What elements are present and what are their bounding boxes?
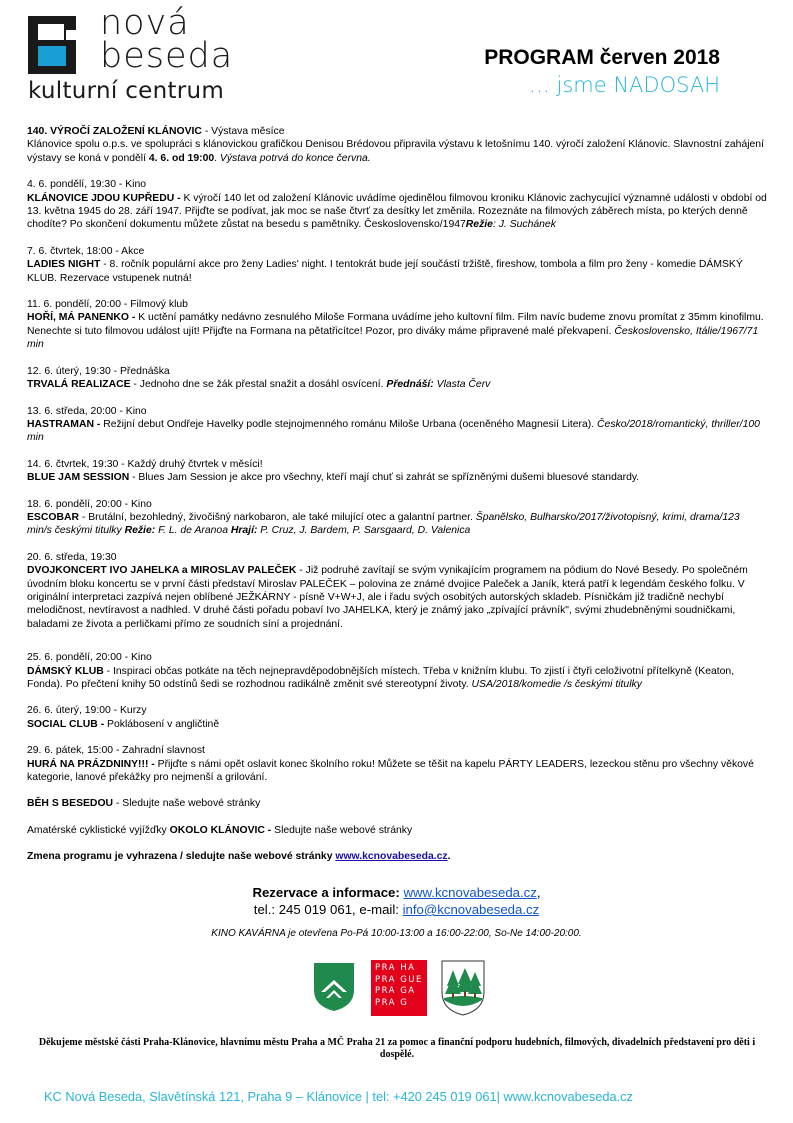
event-description — [27, 471, 767, 484]
event-text: Španělsko, Bulharsko/2017/životopisný, krimi, drama/123 min/s českými titulky — [27, 511, 740, 537]
program-event — [27, 824, 767, 837]
nova-beseda-logo-icon — [28, 16, 76, 74]
event-text: Přednáší: — [386, 379, 434, 391]
reservation-web-link[interactable]: www.kcnovabeseda.cz — [403, 885, 537, 900]
event-title: HURÁ NA PRÁZDNINY!!! - — [27, 758, 155, 770]
program-event — [27, 178, 767, 232]
event-text: F. L. de Aranoa — [155, 525, 231, 537]
program-list — [27, 125, 767, 864]
event-description — [27, 758, 767, 785]
event-text: - Blues Jam Session je akce pro všechny, kteří mají chuť si zahrát se spřízněnými dušemi bluesové standardy. — [129, 472, 640, 484]
event-text: K výročí 140 let od založení Klánovic uvádíme ojedinělou filmovou kroniku Klánovic zachycující významné události v období od 13. května 1945 do 28. září 1947. Přijďte se podívat, jak moc se naše čtvrť za desítky let změnila. Rozeznáte na filmových záběrech místa, po kterých denně chodíte? Po skončení dokumentu můžete zůstat na besedu s pamětníky. Československo/1947 — [27, 192, 767, 231]
praha-logo-text: HA — [400, 963, 416, 973]
logo-line1: nová — [100, 3, 190, 43]
event-title: HOŘÍ, MÁ PANENKO - — [27, 312, 136, 324]
event-title: HASTRAMAN - — [27, 418, 101, 430]
change-note-link[interactable]: www.kcnovabeseda.cz — [335, 851, 448, 863]
event-date-line: 4. 6. pondělí, 19:30 - Kino — [27, 179, 147, 191]
event-description — [27, 824, 767, 837]
event-description — [27, 564, 767, 631]
event-subtitle: - Výstava měsíce — [201, 126, 285, 137]
event-title: DÁMSKÝ KLUB — [27, 665, 104, 677]
program-event — [27, 365, 767, 392]
event-date-line: 20. 6. středa, 19:30 — [27, 551, 117, 563]
event-description — [27, 511, 767, 538]
event-text: P. Cruz, J. Bardem, P. Sarsgaard, D. Valenica — [257, 525, 471, 537]
event-description — [27, 418, 767, 445]
event-text: . — [214, 152, 220, 164]
praha-logo-text: PRA — [375, 986, 397, 996]
event-description — [27, 311, 767, 351]
event-title: KLÁNOVICE JDOU KUPŘEDU - — [27, 192, 181, 204]
event-text: - 8. ročník populární akce pro ženy Ladies' night. I tentokrát bude její součástí tržiště, fireshow, tombola a film pro ženy - komedie DÁMSKÝ KLUB. Rezervace vstupenek nutná! — [27, 259, 743, 284]
event-description — [27, 378, 767, 391]
event-text: - Brutální, bezohledný, živočišný narkobaron, ale také milující otec a galantní partner. — [78, 511, 476, 523]
event-description — [27, 125, 767, 138]
event-description — [27, 138, 767, 165]
event-text: Režijní debut Ondřeje Havelky podle stejnojmenného románu Miloše Urbana (oceněného Magnesií Litera). — [100, 418, 598, 430]
event-text: : J. Suchánek — [492, 219, 556, 231]
event-description — [27, 797, 767, 810]
program-event — [27, 498, 767, 538]
event-date-line: 25. 6. pondělí, 20:00 - Kino — [27, 652, 152, 664]
program-event — [27, 744, 767, 784]
event-title: 140. VÝROČÍ ZALOŽENÍ KLÁNOVIC — [27, 126, 202, 137]
praha-logo-text: PRA — [375, 997, 397, 1008]
event-text: Vlasta Červ — [433, 379, 491, 391]
logo-line2: beseda — [100, 36, 234, 76]
reservation-email-link[interactable]: info@kcnovabeseda.cz — [402, 902, 540, 917]
program-event — [27, 458, 767, 485]
event-text: Režie: — [124, 525, 156, 537]
event-title: BLUE JAM SESSION — [27, 472, 130, 484]
reservation-info — [0, 884, 793, 918]
program-event — [27, 551, 767, 631]
event-text: Československo, Itálie/1967/71 min — [27, 325, 759, 351]
program-event — [27, 298, 767, 352]
program-event — [27, 797, 767, 810]
klanovice-coat-of-arms-icon — [313, 962, 355, 1012]
praha-logo-text: GA — [400, 986, 416, 996]
event-date-line: 11. 6. pondělí, 20:00 - Filmový klub — [27, 299, 188, 311]
program-event — [27, 704, 767, 731]
event-date-line: 7. 6. čtvrtek, 18:00 - Akce — [27, 245, 145, 257]
event-description — [27, 192, 767, 232]
change-note-text: Zmena programu je vyhrazena / sledujte naše webové stránky — [27, 851, 336, 863]
event-prefix: Amatérské cyklistické vyjížďky — [27, 824, 170, 836]
event-date-line: 29. 6. pátek, 15:00 - Zahradní slavnost — [27, 745, 205, 757]
event-text: Sledujte naše webové stránky — [271, 824, 413, 836]
reservation-tel: tel.: 245 019 061, e-mail: — [253, 902, 403, 917]
praha-logo-text: PRA — [375, 963, 397, 973]
event-text: Hrají: — [230, 525, 258, 537]
footer-contact: KC Nová Beseda, Slavětínská 121, Praha 9 – Klánovice | tel: +420 245 019 061| www.kcnovabeseda.cz — [44, 1089, 633, 1104]
event-title: TRVALÁ REALIZACE — [27, 379, 131, 391]
event-text: USA/2018/komedie /s českými titulky — [471, 679, 642, 690]
event-title: LADIES NIGHT — [27, 259, 101, 271]
program-event — [27, 405, 767, 445]
event-date-line: 12. 6. úterý, 19:30 - Přednáška — [27, 365, 170, 377]
event-text: - Jednoho dne se žák přestal snažit a dosáhl osvícení. — [130, 379, 387, 391]
event-text: - Sledujte naše webové stránky — [113, 798, 261, 810]
praha21-trees-emblem-icon — [441, 960, 485, 1016]
tagline: … jsme NADOSAH — [528, 73, 720, 97]
event-description — [27, 718, 767, 731]
event-title: OKOLO KLÁNOVIC - — [169, 824, 272, 836]
event-text: - Inspiraci občas potkáte na těch nejnepravděpodobnějších místech. Třeba v knižním klubu. To zjistí i čtyři celoživotní přítelkyně (Keaton, Fonda). Po přečtení knihy 50 odstínů šedi se rozhodnou radikálně změnit své stereotypní životy. — [27, 665, 735, 690]
logo-wordmark — [100, 3, 234, 76]
event-text: Režie — [465, 219, 493, 231]
event-text: 4. 6. od 19:00 — [148, 152, 215, 164]
event-text: Výstava potrvá do konce června. — [219, 152, 371, 164]
event-title: SOCIAL CLUB - — [27, 718, 105, 730]
acknowledgement: Děkujeme městské části Praha-Klánovice, hlavnímu městu Praha a MČ Praha 21 za pomoc a finanční podporu hudebních, filmových, divadelních představení pro děti i dospělé. — [38, 1037, 756, 1060]
event-date-line: 14. 6. čtvrtek, 19:30 - Každý druhý čtvrtek v měsíci! — [27, 458, 263, 470]
reservation-comma: , — [536, 885, 541, 900]
praha-logo-text: GUE — [400, 974, 423, 985]
praha-logo-text: PRA — [375, 974, 397, 985]
event-description — [27, 665, 767, 692]
event-date-line: 18. 6. pondělí, 20:00 - Kino — [27, 498, 152, 510]
event-title: DVOJKONCERT IVO JAHELKA a MIROSLAV PALEČEK — [27, 565, 297, 577]
event-description — [27, 258, 767, 285]
program-event — [27, 245, 767, 285]
event-text: Česko/2018/romantický, thriller/100 min — [27, 418, 760, 444]
change-note-end: . — [447, 851, 451, 863]
praha-logo — [371, 960, 427, 1016]
praha-logo-text: G — [400, 997, 409, 1008]
event-text: Poklábosení v angličtině — [104, 718, 220, 730]
event-text: K uctění památky nedávno zesnulého Miloše Formana uvádíme jeho kultovní film. Film navíc budeme znovu promítat z 35mm kinofilmu. Nenechte si tuto filmovou událost ujít! Přijďte na Formana na pětatřicítce! Pozor, pro diváky máme připravené malé překvapení. — [27, 312, 764, 337]
reservation-label: Rezervace a informace: — [252, 885, 400, 900]
program-change-note — [27, 850, 767, 863]
event-text: Přijďte s námi opět oslavit konec školního roku! Můžete se těšit na kapelu PÁRTY LEADERS, lezeckou stěnu pro všechny věkové kategorie, lanové překážky pro nejmenší a grilování. — [27, 758, 754, 784]
event-title: ESCOBAR — [27, 511, 79, 523]
program-title: PROGRAM červen 2018 — [484, 46, 720, 69]
event-date-line: 26. 6. úterý, 19:00 - Kurzy — [27, 705, 147, 717]
cafe-hours: KINO KAVÁRNA je otevřena Po-Pá 10:00-13:00 a 16:00-22:00, So-Ne 14:00-20:00. — [211, 928, 582, 939]
program-event — [27, 125, 767, 165]
event-text: - Již podruhé zavítají se svým vynikajícím programem na pódium do Nové Besedy. Po společném úvodním bloku koncertu se v první části představí Miroslav PALEČEK – polovina ze známé dvojice Paleček a Janík, která patří k legendám českého folku. V originální interpretaci zazpívá nejen oblíbené JEŽKÁRNY - písně V+W+J, ale i řadu svých osobitých autorských skladeb. Písničkám již tradičně nechybí melodičnost, nevtíravost a nadhled. V druhé části pořadu pobaví Ivo JAHELKA, který je známý jako „zpívající právník", svými zhudebněnými soudničkami, baladami ze života a perličkami přímo ze soudních síní a projednání. — [27, 565, 748, 630]
event-date-line: 13. 6. středa, 20:00 - Kino — [27, 405, 147, 417]
program-event — [27, 651, 767, 691]
event-title: BĚH S BESEDOU — [27, 798, 114, 810]
logo-subtitle: kulturní centrum — [28, 78, 225, 104]
event-text: Klánovice spolu o.p.s. ve spolupráci s klánovickou grafičkou Denisou Brédovou připravila výstavu k letošnímu 140. výročí založení Klánovic. Slavnostní zahájení výstavy se koná v pondělí — [27, 139, 764, 164]
